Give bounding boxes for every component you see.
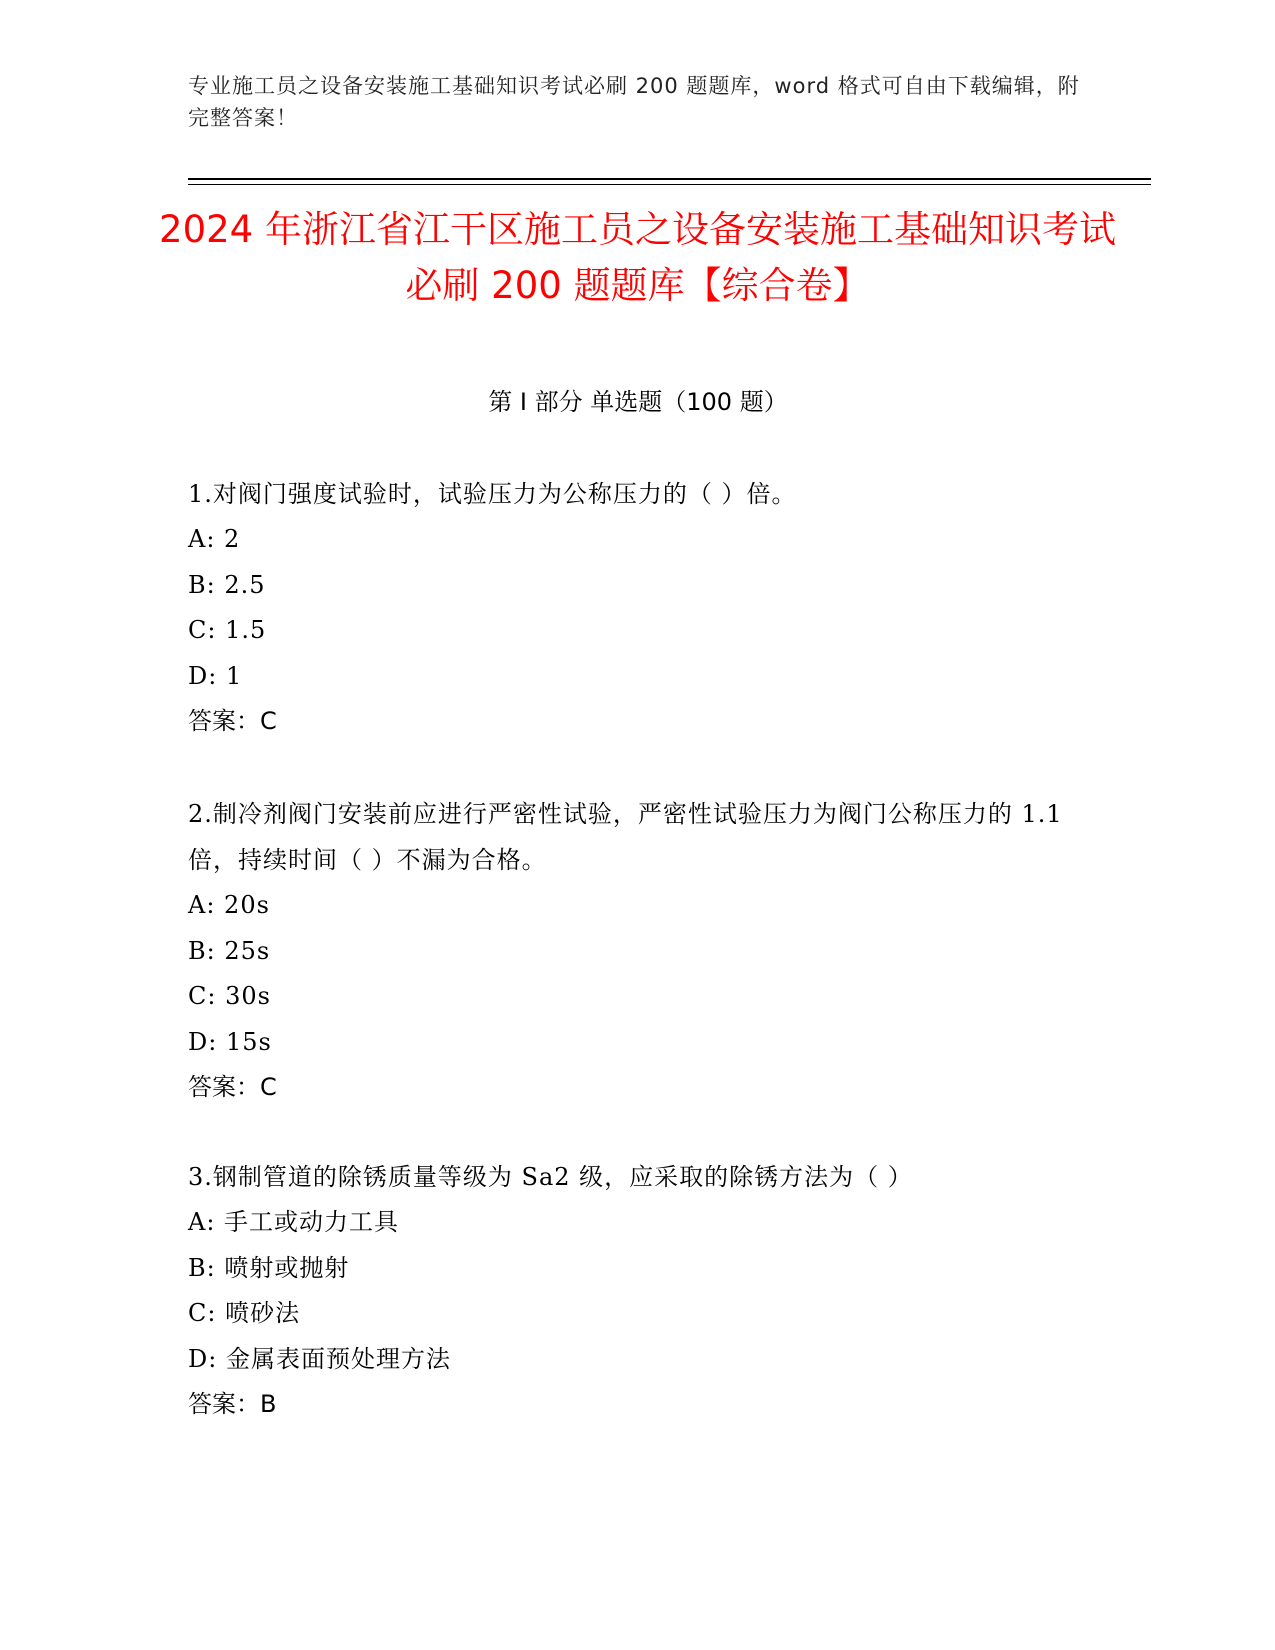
option-a: A: 20s — [188, 891, 270, 919]
option-a: A: 2 — [188, 525, 241, 553]
question-stem: 3.钢制管道的除锈质量等级为 Sa2 级，应采取的除锈方法为（ ） — [188, 1163, 913, 1191]
option-b: B: 25s — [188, 936, 271, 965]
question-3 — [188, 1154, 1088, 1428]
answer: 答案：B — [188, 1390, 277, 1418]
question-1 — [188, 471, 1088, 745]
option-b: B: 2.5 — [188, 570, 266, 599]
header-divider-thin — [188, 184, 1151, 185]
option-c: C: 1.5 — [188, 616, 267, 644]
header-note: 专业施工员之设备安装施工基础知识考试必刷 200 题题库，word 格式可自由下载编辑，附完整答案！ — [188, 74, 1080, 130]
option-c: C: 喷砂法 — [188, 1299, 301, 1327]
question-stem: 2.制冷剂阀门安装前应进行严密性试验，严密性试验压力为阀门公称压力的 1.1 倍，持续时间（ ）不漏为合格。 — [188, 800, 1063, 874]
header-divider-thick — [188, 178, 1151, 180]
option-a: A: 手工或动力工具 — [188, 1208, 400, 1236]
answer: 答案：C — [188, 707, 277, 735]
question-stem: 1.对阀门强度试验时，试验压力为公称压力的（ ）倍。 — [188, 480, 797, 508]
option-c: C: 30s — [188, 982, 271, 1010]
option-b: B: 喷射或抛射 — [188, 1253, 350, 1282]
section-title: 第 I 部分 单选题（100 题） — [488, 388, 788, 416]
option-d: D: 15s — [188, 1027, 272, 1056]
option-d: D: 1 — [188, 661, 243, 690]
question-2 — [188, 791, 1088, 1111]
option-d: D: 金属表面预处理方法 — [188, 1344, 451, 1373]
document-title: 2024 年浙江省江干区施工员之设备安装施工基础知识考试必刷 200 题题库【综合卷】 — [159, 208, 1116, 307]
answer: 答案：C — [188, 1073, 277, 1101]
